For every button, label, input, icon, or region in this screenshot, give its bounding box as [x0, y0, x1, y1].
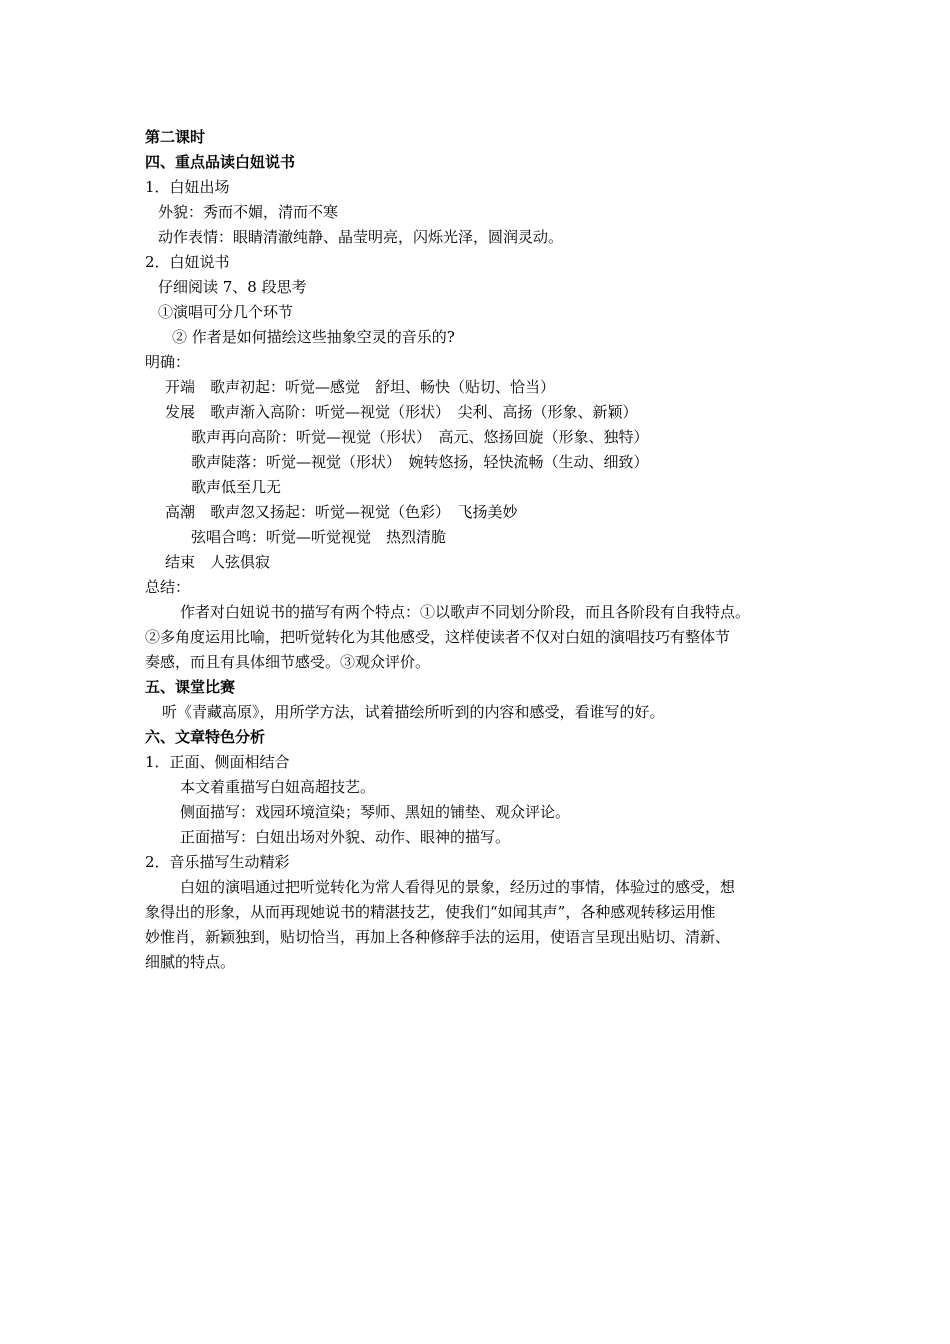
text-line: 歌声低至几无	[191, 478, 282, 496]
text-line: 作者对白妞说书的描写有两个特点：①以歌声不同划分阶段，而且各阶段有自我特点。	[180, 603, 751, 621]
list-item: 1．白妞出场	[145, 178, 230, 196]
text-line: 本文着重描写白妞高超技艺。	[180, 778, 376, 796]
section-heading-4: 四、重点品读白妞说书	[145, 153, 296, 171]
text-line: 歌声再向高阶：听觉—视觉（形状） 高元、悠扬回旋（形象、独特）	[191, 428, 649, 446]
text-line: 歌声陡落：听觉—视觉（形状） 婉转悠扬，轻快流畅（生动、细致）	[191, 453, 649, 471]
list-item: 2．音乐描写生动精彩	[145, 853, 290, 871]
text-line: 总结：	[145, 578, 191, 596]
text-line: 动作表情：眼睛清澈纯静、晶莹明亮，闪烁光泽，圆润灵动。	[158, 228, 564, 246]
text-line: 明确：	[145, 353, 191, 371]
section-heading-5: 五、课堂比赛	[145, 678, 236, 696]
text-line: 仔细阅读 7、8 段思考	[158, 278, 307, 296]
text-line: 象得出的形象，从而再现她说书的精湛技艺，使我们“如闻其声”，各种感观转移运用惟	[145, 903, 716, 921]
section-heading-6: 六、文章特色分析	[145, 728, 266, 746]
lesson-title: 第二课时	[145, 128, 206, 146]
text-line: 外貌：秀而不媚，清而不寒	[158, 203, 339, 221]
text-line: 弦唱合鸣：听觉—听觉视觉 热烈清脆	[191, 528, 447, 546]
text-line: ①演唱可分几个环节	[158, 303, 294, 321]
text-line: 正面描写：白妞出场对外貌、动作、眼神的描写。	[180, 828, 511, 846]
text-line: 高潮 歌声忽又扬起：听觉—视觉（色彩） 飞扬美妙	[165, 503, 518, 521]
text-line: 结束 人弦俱寂	[165, 553, 271, 571]
list-item: 2．白妞说书	[145, 253, 230, 271]
text-line: 妙惟肖，新颖独到，贴切恰当，再加上各种修辞手法的运用，使语言呈现出贴切、清新、	[145, 928, 731, 946]
text-line: 细腻的特点。	[145, 953, 236, 971]
text-line: 发展 歌声渐入高阶：听觉—视觉（形状） 尖利、高扬（形象、新颖）	[165, 403, 638, 421]
text-line: ②多角度运用比喻，把听觉转化为其他感受，这样使读者不仅对白妞的演唱技巧有整体节	[145, 628, 731, 646]
text-line: ② 作者是如何描绘这些抽象空灵的音乐的?	[172, 328, 455, 346]
text-line: 侧面描写：戏园环境渲染；琴师、黑妞的铺垫、观众评论。	[180, 803, 571, 821]
text-line: 开端 歌声初起：听觉—感觉 舒坦、畅快（贴切、恰当）	[165, 378, 556, 396]
list-item: 1．正面、侧面相结合	[145, 753, 290, 771]
text-line: 白妞的演唱通过把听觉转化为常人看得见的景象，经历过的事情，体验过的感受，想	[180, 878, 736, 896]
text-line: 奏感，而且有具体细节感受。③观众评价。	[145, 653, 431, 671]
text-line: 听《青藏高原》，用所学方法，试着描绘所听到的内容和感受，看谁写的好。	[162, 703, 665, 721]
